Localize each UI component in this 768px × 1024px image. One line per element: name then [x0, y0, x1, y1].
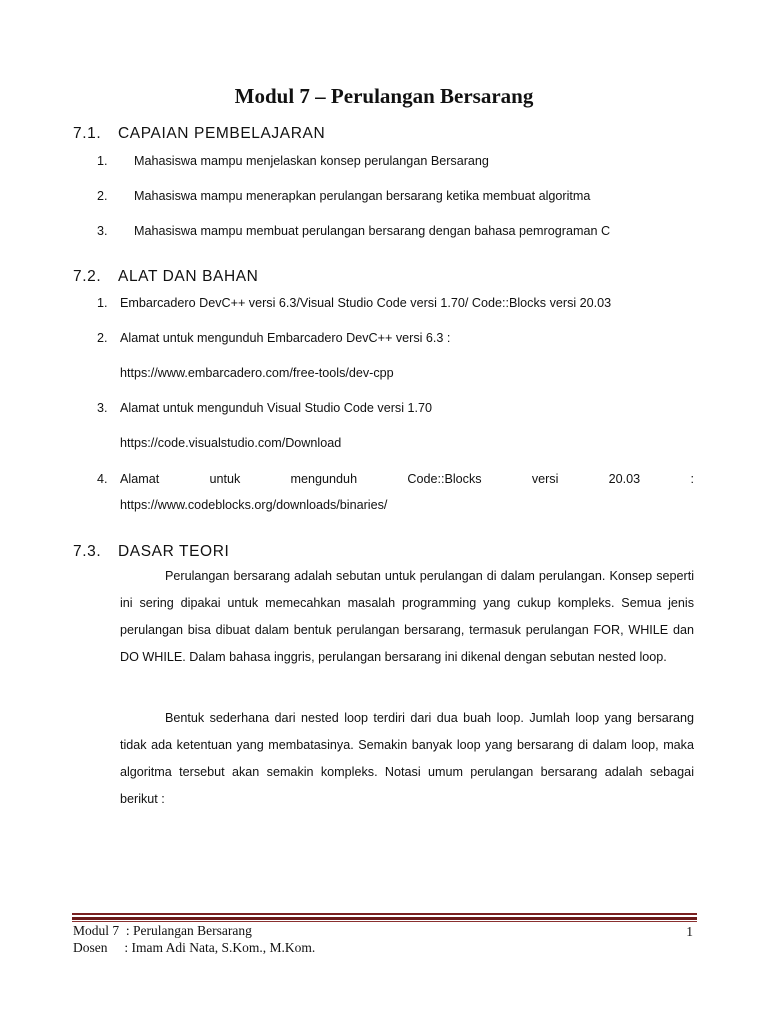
list-number: 3. — [97, 224, 108, 238]
footer-rule — [72, 921, 697, 922]
list-text: Mahasiswa mampu menjelaskan konsep perulangan Bersarang — [134, 154, 489, 168]
word: : — [690, 472, 694, 486]
word: Alamat — [120, 472, 160, 486]
footer-module: Modul 7 : Perulangan Bersarang — [73, 923, 252, 938]
section-title: CAPAIAN PEMBELAJARAN — [118, 125, 326, 142]
list-number: 2. — [97, 189, 108, 203]
body-paragraph: Bentuk sederhana dari nested loop terdiri dari dua buah loop. Jumlah loop yang bersarang tidak ada ketentuan yang membatasinya. Semakin banyak loop yang bersarang di dalam loop, maka algoritma tersebut akan semakin kompleks. Notasi umum perulangan bersarang adalah sebagai berikut : — [120, 711, 694, 806]
download-link[interactable]: https://www.embarcadero.com/free-tools/dev-cpp — [120, 366, 394, 380]
section-heading-capaian — [73, 125, 325, 143]
word: 20.03 — [608, 472, 641, 486]
download-link[interactable]: https://www.codeblocks.org/downloads/binaries/ — [120, 498, 388, 512]
list-text: Alamat untuk mengunduh Visual Studio Code versi 1.70 — [120, 401, 433, 415]
section-number: 7.3. — [73, 543, 102, 560]
download-link[interactable]: https://code.visualstudio.com/Download — [120, 436, 342, 450]
footer-rule — [72, 913, 697, 915]
footer-rule — [72, 917, 697, 920]
footer-lecturer: Dosen : Imam Adi Nata, S.Kom., M.Kom. — [73, 940, 316, 955]
section-title: ALAT DAN BAHAN — [118, 268, 259, 285]
list-number: 3. — [97, 401, 108, 415]
section-heading-dasar-teori — [73, 543, 229, 561]
page-title: Modul 7 – Perulangan Bersarang — [234, 84, 534, 108]
word: untuk — [209, 472, 241, 486]
list-text: Mahasiswa mampu menerapkan perulangan bersarang ketika membuat algoritma — [134, 189, 591, 203]
list-number: 1. — [97, 296, 108, 310]
page-number: 1 — [686, 924, 693, 939]
list-text-justified — [120, 472, 694, 486]
word: Code::Blocks — [407, 472, 482, 486]
section-number: 7.1. — [73, 125, 102, 142]
list-text: Alamat untuk mengunduh Embarcadero DevC++ versi 6.3 : — [120, 331, 451, 345]
section-heading-alat — [73, 268, 258, 286]
list-text: Mahasiswa mampu membuat perulangan bersarang dengan bahasa pemrograman C — [134, 224, 611, 238]
section-title: DASAR TEORI — [118, 543, 230, 560]
word: mengunduh — [290, 472, 358, 486]
section-number: 7.2. — [73, 268, 102, 285]
list-text: Embarcadero DevC++ versi 6.3/Visual Studio Code versi 1.70/ Code::Blocks versi 20.03 — [120, 296, 612, 310]
body-paragraph: Perulangan bersarang adalah sebutan untuk perulangan di dalam perulangan. Konsep seperti ini sering dipakai untuk memecahkan masalah programming yang cukup kompleks. Semua jenis perulangan bisa dibuat dalam bentuk perulangan bersarang, termasuk perulangan FOR, WHILE dan DO WHILE. Dalam bahasa inggris, perulangan bersarang ini dikenal dengan sebutan nested loop. — [120, 569, 694, 664]
list-number: 1. — [97, 154, 108, 168]
word: versi — [531, 472, 559, 486]
list-number: 4. — [97, 472, 108, 486]
list-number: 2. — [97, 331, 108, 345]
